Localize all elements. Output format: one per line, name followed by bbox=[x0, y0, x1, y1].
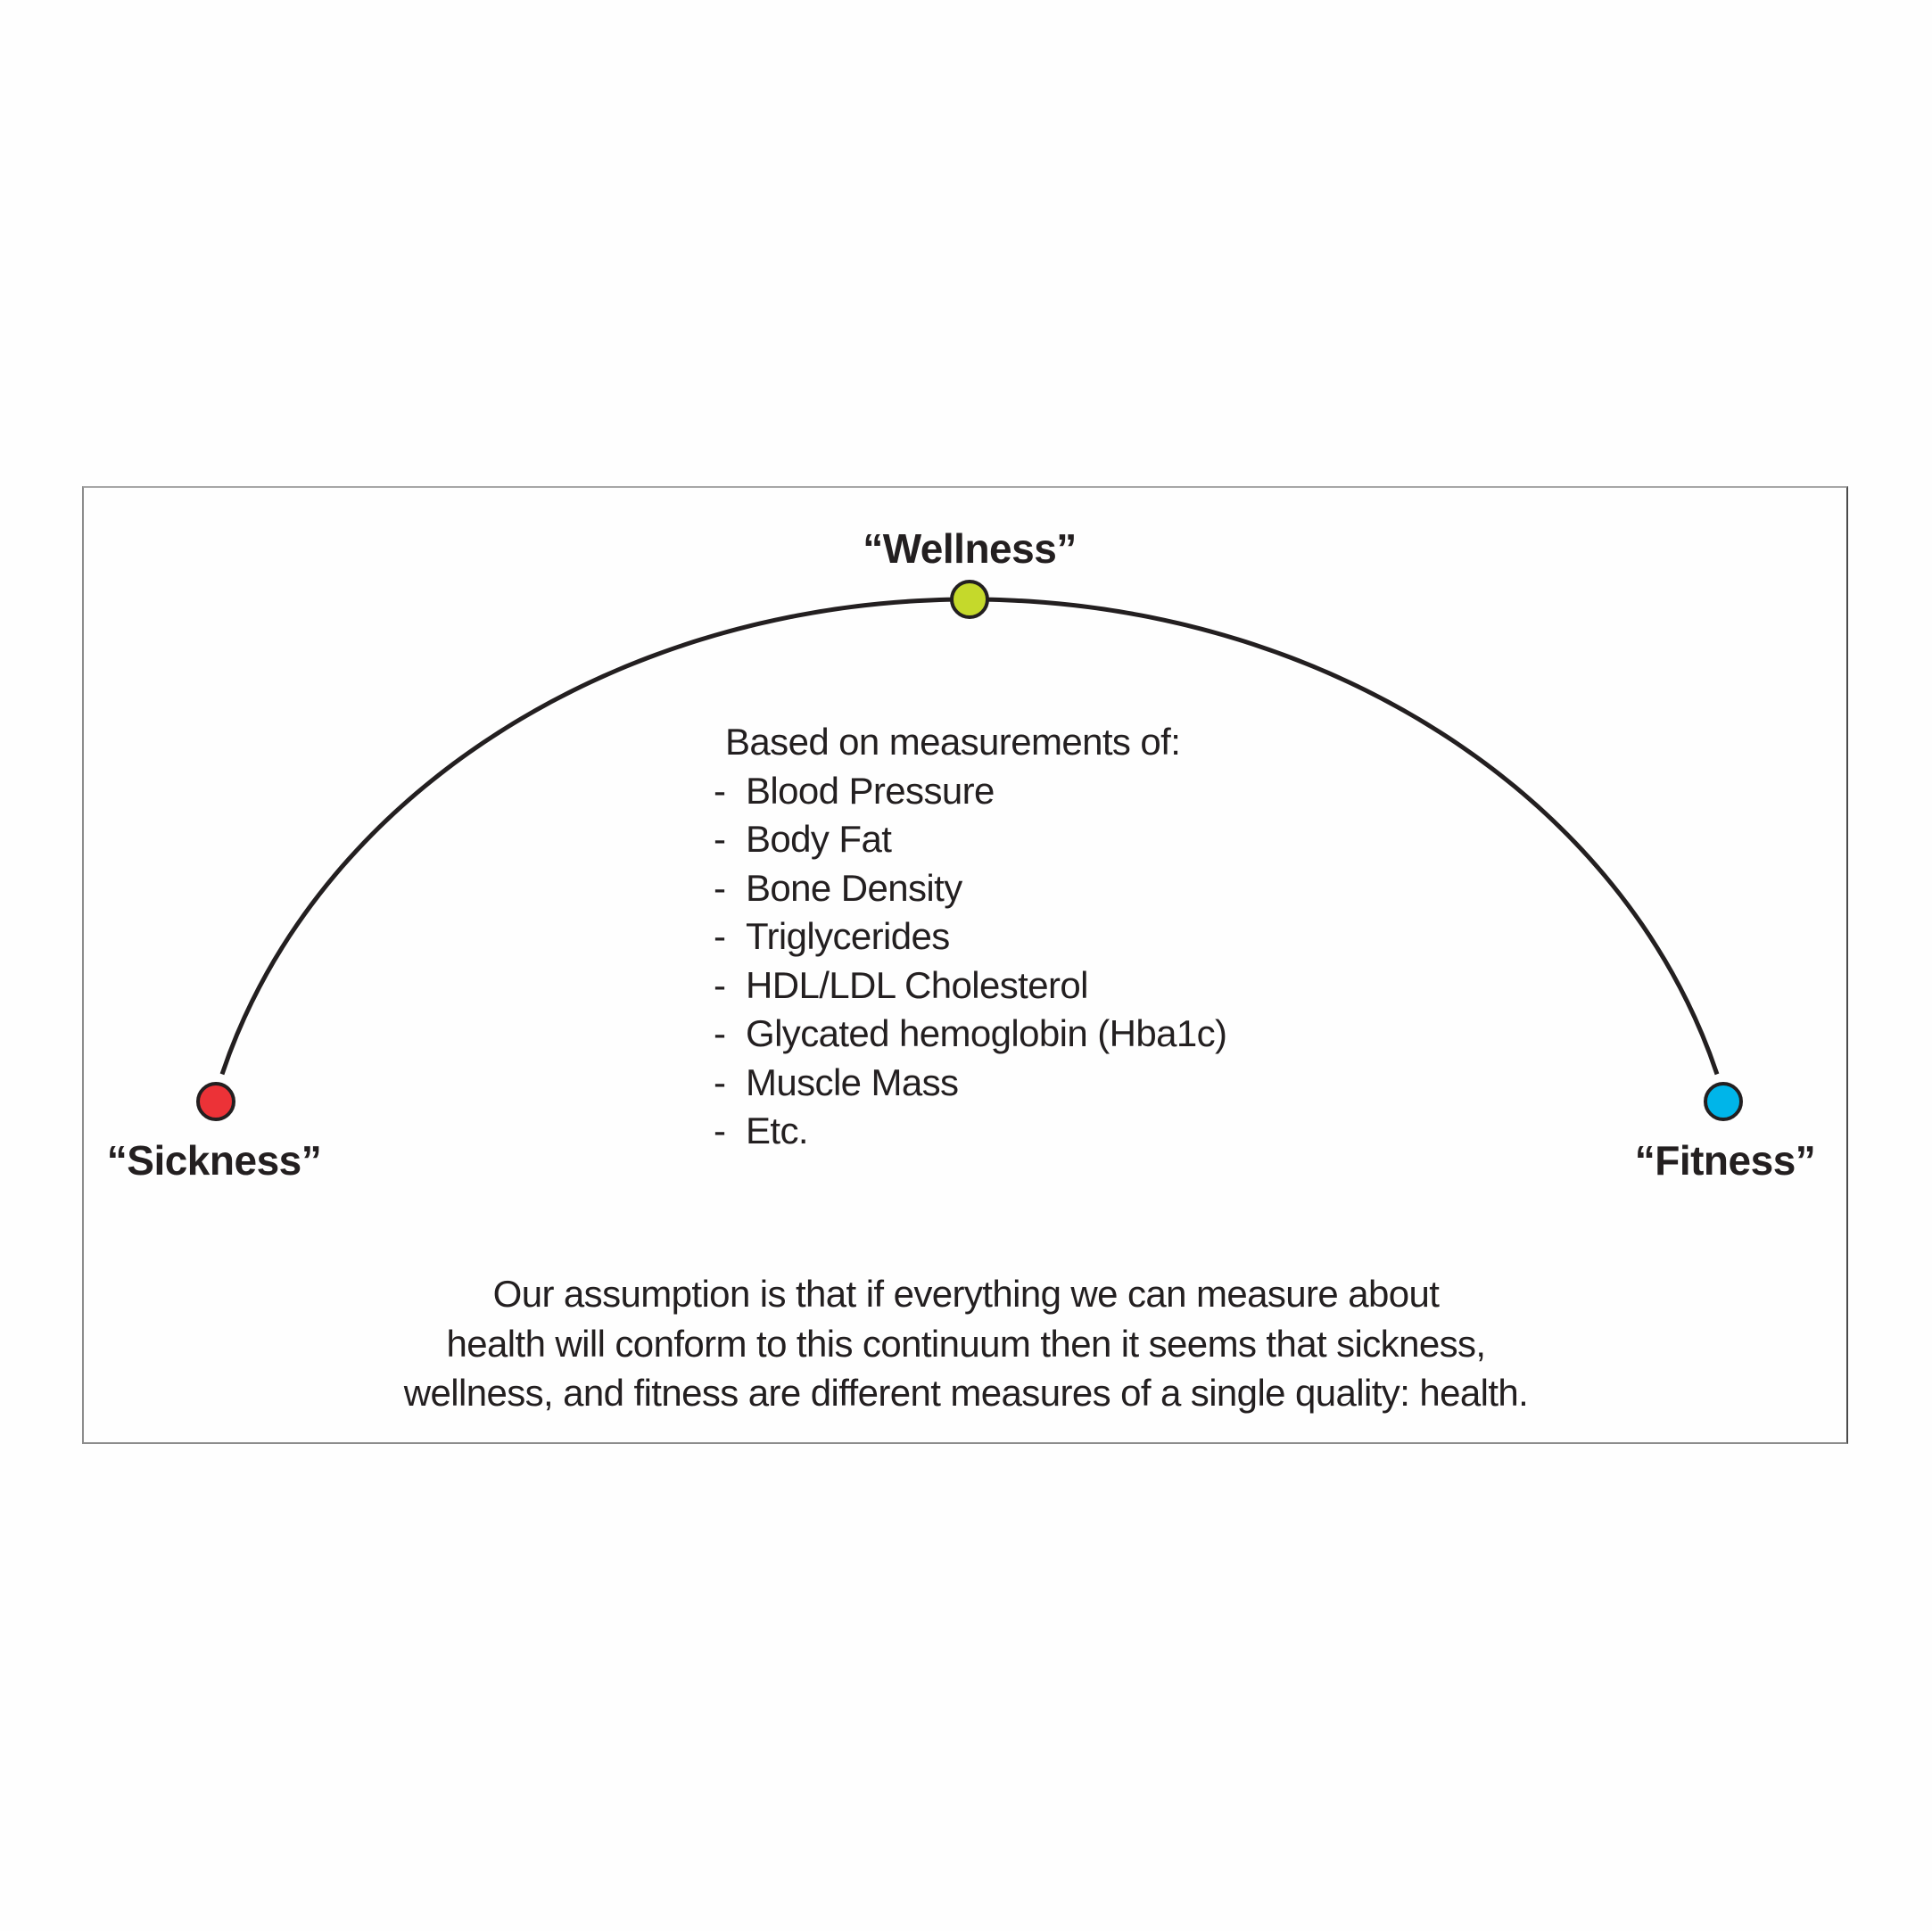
measurement-item bbox=[714, 912, 1226, 961]
wellness-label: “Wellness” bbox=[863, 525, 1077, 572]
fitness-node bbox=[1705, 1084, 1741, 1119]
wellness-node bbox=[952, 582, 987, 617]
bullet-dash: - bbox=[714, 963, 726, 1006]
sickness-label: “Sickness” bbox=[106, 1137, 322, 1184]
measurement-item bbox=[714, 1107, 1226, 1156]
measurement-label: Muscle Mass bbox=[746, 1060, 959, 1103]
sickness-node bbox=[198, 1084, 234, 1119]
measurement-item bbox=[714, 815, 1226, 864]
bullet-dash: - bbox=[714, 1012, 726, 1054]
bullet-dash: - bbox=[714, 818, 726, 860]
measurement-item bbox=[714, 1059, 1226, 1108]
measurement-label: Bone Density bbox=[746, 866, 962, 909]
measurement-label: HDL/LDL Cholesterol bbox=[746, 963, 1088, 1006]
measurement-label: Glycated hemoglobin (Hba1c) bbox=[746, 1012, 1227, 1054]
measurement-item bbox=[714, 1010, 1226, 1059]
measurements-items bbox=[714, 767, 1226, 1156]
measurement-item bbox=[714, 961, 1226, 1011]
conclusion-text bbox=[0, 1269, 1932, 1418]
measurement-label: Body Fat bbox=[746, 818, 892, 860]
conclusion-line: Our assumption is that if everything we can measure about bbox=[492, 1273, 1440, 1315]
bullet-dash: - bbox=[714, 866, 726, 909]
conclusion-line: health will conform to this continuum then it seems that sickness, bbox=[446, 1322, 1486, 1365]
bullet-dash: - bbox=[714, 1060, 726, 1103]
conclusion-line: wellness, and fitness are different measures of a single quality: health. bbox=[403, 1372, 1529, 1414]
measurement-label: Blood Pressure bbox=[746, 769, 995, 812]
measurement-item bbox=[714, 767, 1226, 816]
measurements-heading: Based on measurements of: bbox=[725, 721, 1181, 763]
bullet-dash: - bbox=[714, 1110, 726, 1151]
measurement-item bbox=[714, 864, 1226, 913]
measurement-label: Triglycerides bbox=[746, 915, 950, 957]
bullet-dash: - bbox=[714, 915, 726, 957]
bullet-dash: - bbox=[714, 769, 726, 812]
measurement-label: Etc. bbox=[746, 1110, 808, 1151]
measurements-list bbox=[714, 718, 1226, 1156]
fitness-label: “Fitness” bbox=[1634, 1137, 1816, 1184]
